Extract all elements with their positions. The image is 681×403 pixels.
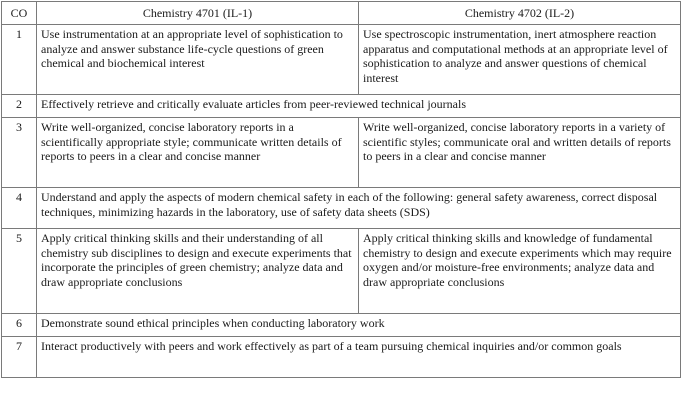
outcome-shared: Understand and apply the aspects of modern chemical safety in each of the following: general safety awareness, correct disposal techniques, minimizing hazards in the laboratory, use of safety data sheets (SDS) (37, 188, 681, 229)
co-number: 3 (2, 118, 37, 188)
outcome-chem-4701: Use instrumentation at an appropriate level of sophistication to analyze and answer substance life-cycle questions of green chemical and biochemical interest (37, 25, 359, 95)
header-co: CO (2, 2, 37, 25)
header-row (2, 2, 681, 25)
table-row (2, 118, 681, 188)
co-number: 5 (2, 229, 37, 314)
outcome-chem-4702: Use spectroscopic instrumentation, inert atmosphere reaction apparatus and computational methods at an appropriate level of sophistication to analyze and answer questions of chemical interest (359, 25, 681, 95)
table-row (2, 95, 681, 118)
table-row (2, 25, 681, 95)
header-chemistry-4702: Chemistry 4702 (IL-2) (359, 2, 681, 25)
outcome-shared: Interact productively with peers and work effectively as part of a team pursuing chemical inquiries and/or common goals (37, 337, 681, 378)
co-number: 1 (2, 25, 37, 95)
co-number: 6 (2, 314, 37, 337)
outcome-shared: Demonstrate sound ethical principles when conducting laboratory work (37, 314, 681, 337)
table-row (2, 188, 681, 229)
outcome-chem-4702: Apply critical thinking skills and knowledge of fundamental chemistry to design and execute experiments which may require oxygen and/or moisture-free environments; analyze data and draw appropriate conclusions (359, 229, 681, 314)
co-number: 7 (2, 337, 37, 378)
outcome-chem-4701: Apply critical thinking skills and their understanding of all chemistry sub disciplines to design and execute experiments that incorporate the principles of green chemistry; analyze data and draw appropriate conclusions (37, 229, 359, 314)
table-row (2, 229, 681, 314)
table-row (2, 314, 681, 337)
table-row (2, 337, 681, 378)
outcome-chem-4701: Write well-organized, concise laboratory reports in a scientifically appropriate style; communicate written details of reports to peers in a clear and concise manner (37, 118, 359, 188)
header-chemistry-4701: Chemistry 4701 (IL-1) (37, 2, 359, 25)
outcome-shared: Effectively retrieve and critically evaluate articles from peer-reviewed technical journals (37, 95, 681, 118)
co-number: 4 (2, 188, 37, 229)
co-number: 2 (2, 95, 37, 118)
outcome-chem-4702: Write well-organized, concise laboratory reports in a variety of scientific styles; communicate oral and written details of reports to peers in a clear and concise manner (359, 118, 681, 188)
course-outcomes-table (1, 1, 681, 378)
